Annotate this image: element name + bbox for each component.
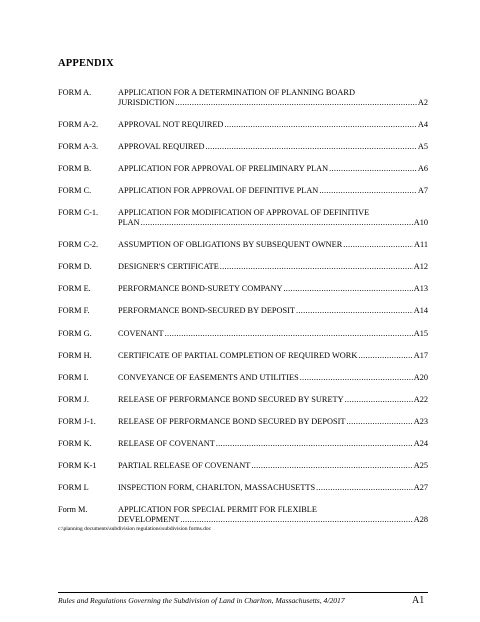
toc-entry xyxy=(118,88,428,108)
dot-leader xyxy=(283,284,412,294)
toc-entry xyxy=(118,120,428,130)
form-title: DESIGNER'S CERTIFICATE xyxy=(118,262,219,272)
toc-row xyxy=(58,306,428,316)
toc-entry xyxy=(118,395,428,405)
dot-leader xyxy=(224,120,416,130)
toc-entry xyxy=(118,329,428,339)
dot-leader xyxy=(141,218,413,228)
toc-row xyxy=(58,505,428,525)
toc-entry xyxy=(118,186,428,196)
page-number: A15 xyxy=(413,328,428,338)
form-id: FORM F. xyxy=(58,306,90,316)
page-number: A14 xyxy=(413,306,428,316)
form-title: DEVELOPMENT xyxy=(118,515,180,525)
form-title: PARTIAL RELEASE OF COVENANT xyxy=(118,461,251,471)
toc-row xyxy=(58,88,428,108)
toc-entry-line xyxy=(118,240,428,250)
form-id: FORM J-1. xyxy=(58,416,96,426)
dot-leader xyxy=(316,483,413,493)
toc-entry xyxy=(118,142,428,152)
page-number: A5 xyxy=(417,141,428,151)
form-id: FORM K. xyxy=(58,439,92,448)
toc-entry-line xyxy=(118,218,428,228)
dot-leader xyxy=(319,186,417,196)
toc-entry xyxy=(118,439,428,449)
toc-entry-line xyxy=(118,461,428,471)
form-title: APPROVAL NOT REQUIRED xyxy=(118,119,224,129)
form-id: Form M. xyxy=(58,505,88,515)
dot-leader xyxy=(175,98,417,108)
form-id: FORM C. xyxy=(58,186,92,196)
page-number: A24 xyxy=(413,439,428,448)
form-title: CERTIFICATE OF PARTIAL COMPLETION OF REQUIRED WORK xyxy=(118,350,358,360)
form-title: APPLICATION FOR SPECIAL PERMIT FOR FLEXIBLE xyxy=(118,505,317,515)
page-number: A10 xyxy=(413,218,428,228)
form-id: FORM A-2. xyxy=(58,119,99,129)
toc-entry-line xyxy=(118,483,428,493)
dot-leader xyxy=(300,373,413,383)
form-title: CONVEYANCE OF EASEMENTS AND UTILITIES xyxy=(118,372,299,382)
toc-entry-line xyxy=(118,164,428,174)
toc-entry-line xyxy=(118,284,428,294)
dot-leader xyxy=(343,240,413,250)
toc-entry-line xyxy=(118,120,428,130)
page-number: A28 xyxy=(413,515,428,525)
toc-entry-line xyxy=(118,417,428,427)
toc-row xyxy=(58,417,428,427)
form-id: FORM A. xyxy=(58,88,92,97)
toc-row xyxy=(58,329,428,339)
dot-leader xyxy=(205,142,416,152)
dot-leader xyxy=(345,395,413,405)
dot-leader xyxy=(358,351,412,361)
table-of-contents xyxy=(58,88,428,537)
dot-leader xyxy=(296,306,413,316)
form-id: FORM I. xyxy=(58,372,89,382)
form-id: FORM H. xyxy=(58,350,92,360)
dot-leader xyxy=(216,439,413,449)
form-id: FORM D. xyxy=(58,262,92,272)
toc-entry xyxy=(118,240,428,250)
form-title: PERFORMANCE BOND-SURETY COMPANY xyxy=(118,284,283,294)
toc-row xyxy=(58,142,428,152)
form-title: APPLICATION FOR MODIFICATION OF APPROVAL OF DEFINITIVE xyxy=(118,208,370,218)
form-id: FORM J. xyxy=(58,394,89,404)
form-id: FORM L xyxy=(58,483,89,493)
toc-row xyxy=(58,483,428,493)
form-id: FORM C-1. xyxy=(58,208,99,218)
toc-entry xyxy=(118,306,428,316)
toc-entry-line xyxy=(118,505,428,515)
toc-entry-line xyxy=(118,351,428,361)
toc-entry-line xyxy=(118,373,428,383)
dot-leader xyxy=(346,417,412,427)
toc-entry xyxy=(118,208,428,228)
page-number: A6 xyxy=(417,164,428,174)
toc-entry xyxy=(118,505,428,525)
form-id: FORM C-2. xyxy=(58,240,99,250)
toc-entry xyxy=(118,483,428,493)
toc-entry-line xyxy=(118,208,428,218)
toc-row xyxy=(58,164,428,174)
toc-entry xyxy=(118,262,428,272)
toc-entry-line xyxy=(118,98,428,108)
form-id: FORM B. xyxy=(58,164,92,174)
file-path-note: c:\planning documents\subdivision regulations\subdivision forms.doc xyxy=(58,526,212,532)
page-number: A27 xyxy=(413,483,428,493)
form-title: PERFORMANCE BOND-SECURED BY DEPOSIT xyxy=(118,306,295,316)
form-title: RELEASE OF PERFORMANCE BOND SECURED BY SURETY xyxy=(118,394,344,404)
form-title: PLAN xyxy=(118,218,140,228)
form-title: APPLICATION FOR APPROVAL OF DEFINITIVE PLAN xyxy=(118,186,319,196)
form-title: JURISDICTION xyxy=(118,98,175,107)
toc-entry-line xyxy=(118,186,428,196)
toc-row xyxy=(58,186,428,196)
footer-divider xyxy=(58,592,428,593)
dot-leader xyxy=(251,461,412,471)
toc-row xyxy=(58,120,428,130)
toc-entry-line xyxy=(118,515,428,525)
toc-entry xyxy=(118,351,428,361)
toc-row xyxy=(58,373,428,383)
dot-leader xyxy=(220,262,413,272)
dot-leader xyxy=(329,164,417,174)
page-number: A20 xyxy=(413,372,428,382)
form-title: COVENANT xyxy=(118,328,164,338)
form-id: FORM K-1 xyxy=(58,461,97,471)
page-number: A22 xyxy=(413,394,428,404)
form-title: APPLICATION FOR APPROVAL OF PRELIMINARY PLAN xyxy=(118,164,329,174)
toc-entry-line xyxy=(118,329,428,339)
toc-entry-line xyxy=(118,439,428,449)
form-title: APPLICATION FOR A DETERMINATION OF PLANNING BOARD xyxy=(118,88,355,97)
toc-entry xyxy=(118,164,428,174)
footer-title: Rules and Regulations Governing the Subdivision of Land in Charlton, Massachusetts, 4/2017 xyxy=(58,596,345,605)
form-id: FORM A-3. xyxy=(58,141,99,151)
toc-row xyxy=(58,351,428,361)
form-title: INSPECTION FORM, CHARLTON, MASSACHUSETTS xyxy=(118,483,316,493)
page-number: A17 xyxy=(413,350,428,360)
page-number: A2 xyxy=(417,98,428,107)
toc-entry-line xyxy=(118,262,428,272)
form-title: RELEASE OF PERFORMANCE BOND SECURED BY DEPOSIT xyxy=(118,416,346,426)
toc-entry-line xyxy=(118,88,428,98)
toc-entry-line xyxy=(118,395,428,405)
toc-row xyxy=(58,284,428,294)
page-number: A13 xyxy=(413,284,428,294)
toc-row xyxy=(58,461,428,471)
page-number: A7 xyxy=(417,186,428,196)
form-id: FORM G. xyxy=(58,328,92,338)
page-number: A12 xyxy=(413,262,428,272)
page-heading: APPENDIX xyxy=(58,58,114,69)
form-id: FORM E. xyxy=(58,284,91,294)
toc-row xyxy=(58,262,428,272)
page-number: A4 xyxy=(417,119,428,129)
form-title: ASSUMPTION OF OBLIGATIONS BY SUBSEQUENT OWNER xyxy=(118,240,343,250)
page-number: A11 xyxy=(414,240,428,250)
toc-row xyxy=(58,439,428,449)
toc-entry xyxy=(118,417,428,427)
toc-entry-line xyxy=(118,142,428,152)
toc-row xyxy=(58,240,428,250)
form-title: APPROVAL REQUIRED xyxy=(118,141,205,151)
toc-entry xyxy=(118,373,428,383)
toc-entry xyxy=(118,461,428,471)
toc-entry xyxy=(118,284,428,294)
footer-page-number: A1 xyxy=(412,595,425,606)
dot-leader xyxy=(165,329,413,339)
page-number: A23 xyxy=(413,416,428,426)
dot-leader xyxy=(180,515,412,525)
page-number: A25 xyxy=(413,461,428,471)
toc-row xyxy=(58,395,428,405)
form-title: RELEASE OF COVENANT xyxy=(118,439,215,448)
toc-row xyxy=(58,208,428,228)
toc-entry-line xyxy=(118,306,428,316)
